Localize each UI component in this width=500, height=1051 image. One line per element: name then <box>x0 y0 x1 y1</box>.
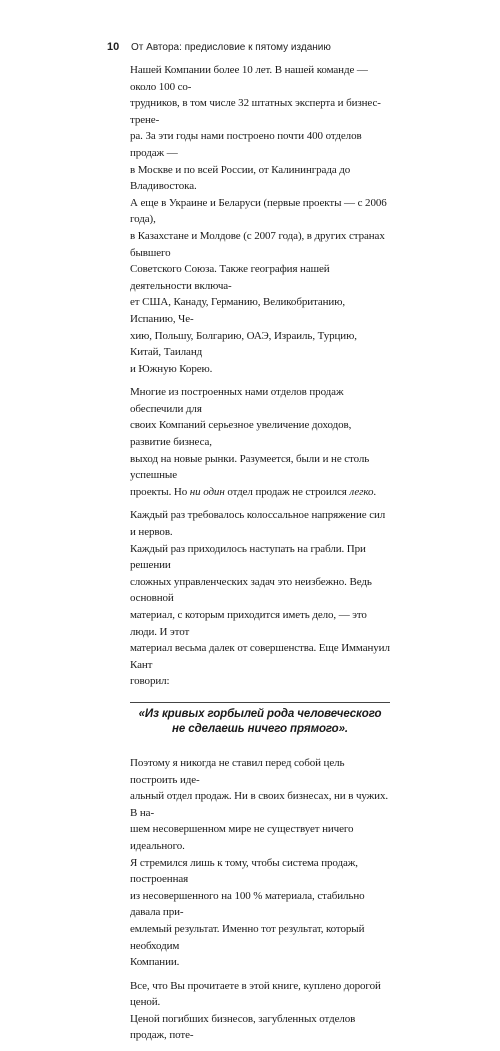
text-line: А еще в Украине и Беларуси (первые проекты — с 2006 года), <box>130 196 387 226</box>
text-line: Компании. <box>130 956 180 969</box>
kant-quote <box>130 702 390 737</box>
running-title: От Автора: предисловие к пятому изданию <box>131 42 331 53</box>
text-line: материал, с которым приходится иметь дело, — это люди. И этот <box>130 609 367 638</box>
text-line: говорил: <box>130 675 170 688</box>
page-number: 10 <box>107 41 120 53</box>
text-line: в Москве и по всей России, от Калининграда до Владивостока. <box>130 163 351 193</box>
main-text <box>130 62 390 1051</box>
emphasis-text: легко <box>349 485 374 498</box>
emphasis-text: ни один <box>189 485 225 498</box>
text-line: материал весьма далек от совершенства. Еще Иммануил Кант <box>130 642 390 671</box>
text-line: Ценой погибших бизнесов, загубленных отделов продаж, поте- <box>130 1012 356 1042</box>
text-line: Я стремился лишь к тому, чтобы система продаж, построенная <box>130 856 358 886</box>
text-line: Поэтому я никогда не ставил перед собой цель построить иде- <box>130 756 345 786</box>
text-line: хию, Польшу, Болгарию, ОАЭ, Израиль, Турцию, Китай, Таиланд <box>130 329 357 359</box>
text-line: Советского Союза. Также география нашей деятельности включа- <box>130 263 330 292</box>
text-line: и Южную Корею. <box>130 362 213 375</box>
text-line <box>130 484 390 501</box>
paragraph-2 <box>130 384 390 500</box>
paragraph-5 <box>130 978 390 1044</box>
text-line: Каждый раз требовалось колоссальное напряжение сил и нервов. <box>130 509 386 539</box>
text-line: сложных управленческих задач это неизбежно. Ведь основной <box>130 575 372 605</box>
page-header <box>107 41 460 53</box>
text-line: емлемый результат. Именно тот результат, который необходим <box>130 922 365 952</box>
text-line: своих Компаний серьезное увеличение доходов, развитие бизнеса, <box>130 419 352 449</box>
text-line: трудников, в том числе 32 штатных эксперта и бизнес-трене- <box>130 97 381 126</box>
text-line: Все, что Вы прочитаете в этой книге, куплено дорогой ценой. <box>130 979 381 1009</box>
text-line: из несовершенного на 100 % материала, стабильно давала при- <box>130 889 365 919</box>
paragraph-4 <box>130 755 390 971</box>
text-line: Многие из построенных нами отделов продаж обеспечили для <box>130 386 344 415</box>
text-line: выход на новые рынки. Разумеется, были и не столь успешные <box>130 452 370 482</box>
quote-line: не сделаешь ничего прямого». <box>172 722 348 735</box>
text-line: в Казахстане и Молдове (с 2007 года), в других странах бывшего <box>130 229 385 259</box>
quote-line: «Из кривых горбылей рода человеческого <box>138 707 382 720</box>
text-line: альный отдел продаж. Ни в своих бизнесах, ни в чужих. В на- <box>130 790 389 819</box>
text-run: отдел продаж не строился <box>224 485 350 498</box>
text-line: Каждый раз приходилось наступать на грабли. При решении <box>130 542 366 572</box>
text-line: Нашей Компании более 10 лет. В нашей команде — около 100 со- <box>130 64 368 93</box>
paragraph-3 <box>130 507 390 690</box>
paragraph-1 <box>130 62 390 377</box>
text-line: шем несовершенном мире не существует ничего идеального. <box>130 823 354 852</box>
text-run: . <box>373 485 377 498</box>
text-line: ет США, Канаду, Германию, Великобританию, Испанию, Че- <box>130 296 345 325</box>
text-run: проекты. Но <box>130 485 190 498</box>
text-line: ра. За эти годы нами построено почти 400 отделов продаж — <box>130 130 362 159</box>
